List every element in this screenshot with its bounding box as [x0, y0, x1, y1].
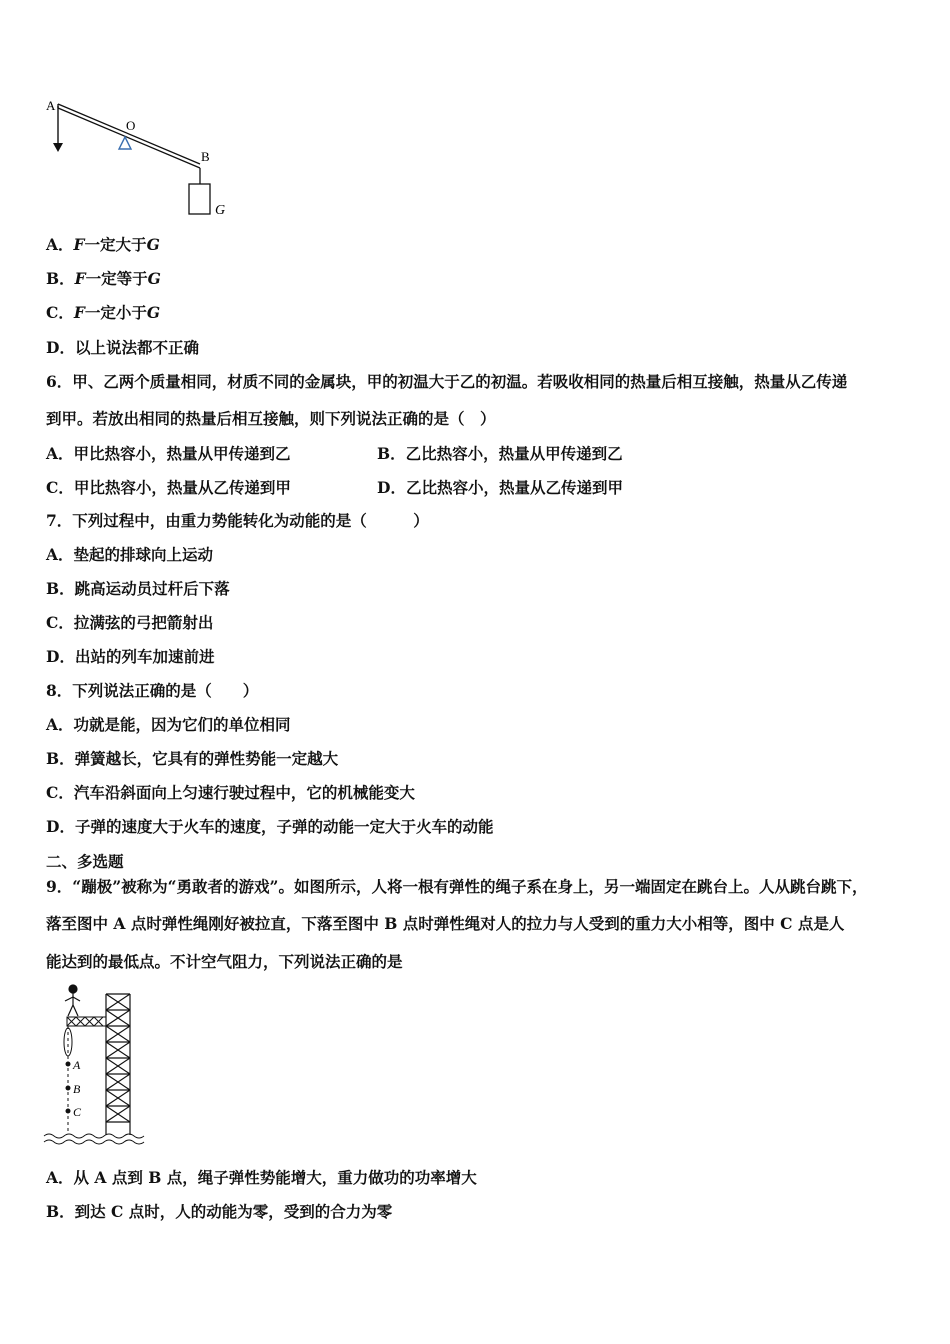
q5-option-c[interactable] — [46, 303, 160, 323]
lever-label-a: A — [46, 98, 56, 113]
q8-option-b[interactable]: B．弹簧越长，它具有的弹性势能一定越大 — [46, 749, 339, 768]
jump-platform — [67, 1017, 106, 1026]
q5-option-letter: A． — [46, 235, 74, 254]
q7-stem: 7．下列过程中，由重力势能转化为动能的是（ ） — [46, 511, 429, 530]
q6-option-d[interactable]: D．乙比热容小，热量从乙传递到甲 — [377, 478, 623, 497]
lever-label-g: G — [215, 203, 226, 218]
q7-option-a[interactable]: A．垫起的排球向上运动 — [46, 545, 214, 564]
q8-option-c[interactable]: C．汽车沿斜面向上匀速行驶过程中，它的机械能变大 — [46, 783, 415, 802]
q9-stem-line3: 能达到的最低点。不计空气阻力，下列说法正确的是 — [46, 952, 403, 971]
q5-var-g: G — [146, 303, 161, 322]
q5-var-f: F — [73, 303, 85, 322]
lever-bar — [58, 104, 200, 168]
q6-option-a[interactable]: A．甲比热容小，热量从甲传递到乙 — [46, 444, 291, 463]
point-c — [66, 1109, 71, 1114]
q8-option-d[interactable]: D．子弹的速度大于火车的速度，子弹的动能一定大于火车的动能 — [46, 817, 494, 836]
q5-var-f: F — [73, 235, 85, 254]
fulcrum-icon — [119, 137, 131, 149]
q5-option-text: 一定大于 — [84, 235, 147, 254]
water-waves — [44, 1134, 144, 1144]
q5-var-f: F — [74, 269, 86, 288]
q9-stem-line1: 9．“蹦极”被称为“勇敢者的游戏”。如图所示，人将一根有弹性的绳子系在身上，另一端固定在跳台上。人从跳台跳下， — [46, 877, 868, 896]
q5-option-d[interactable] — [46, 338, 199, 358]
q9-option-a[interactable]: A．从 A 点到 B 点，绳子弹性势能增大，重力做功的功率增大 — [46, 1168, 477, 1187]
lever-figure — [40, 92, 240, 222]
q5-var-g: G — [146, 235, 160, 254]
section-title: 二、多选题 — [46, 852, 124, 871]
q6-option-c[interactable]: C．甲比热容小，热量从乙传递到甲 — [46, 478, 291, 497]
tower — [106, 994, 130, 1135]
q6-stem-line1: 6．甲、乙两个质量相同，材质不同的金属块，甲的初温大于乙的初温。若吸收相同的热量后相互接触，热量从乙传递 — [46, 372, 848, 391]
q5-option-text: 一定小于 — [84, 303, 147, 322]
q5-option-letter: D． — [46, 338, 75, 357]
q8-option-a[interactable]: A．功就是能，因为它们的单位相同 — [46, 715, 291, 734]
q5-option-text: 以上说法都不正确 — [74, 338, 199, 357]
point-label-b: B — [73, 1082, 81, 1096]
q7-option-d[interactable]: D．出站的列车加速前进 — [46, 647, 215, 666]
jumper-figure — [65, 985, 80, 1016]
q5-option-text: 一定等于 — [85, 269, 148, 288]
q7-option-c[interactable]: C．拉满弦的弓把箭射出 — [46, 613, 214, 632]
bungee-figure — [40, 980, 150, 1152]
weight-block — [189, 184, 210, 214]
q9-option-b[interactable]: B．到达 C 点时，人的动能为零，受到的合力为零 — [46, 1202, 393, 1221]
point-label-c: C — [73, 1105, 82, 1119]
q5-option-letter: C． — [46, 303, 74, 322]
point-b — [66, 1086, 71, 1091]
point-label-a: A — [73, 1058, 81, 1072]
q6-option-b[interactable]: B．乙比热容小，热量从甲传递到乙 — [377, 444, 623, 463]
q9-stem-line2: 落至图中 A 点时弹性绳刚好被拉直，下落至图中 B 点时弹性绳对人的拉力与人受到的重力大小相等，图中 C 点是人 — [46, 914, 845, 933]
lever-label-b: B — [201, 149, 210, 164]
q5-var-g: G — [147, 269, 161, 288]
q8-stem: 8．下列说法正确的是（ ） — [46, 681, 259, 700]
lever-label-o: O — [126, 118, 136, 133]
q5-option-a[interactable] — [46, 235, 160, 255]
q5-option-b[interactable] — [46, 269, 161, 289]
q7-option-b[interactable]: B．跳高运动员过杆后下落 — [46, 579, 230, 598]
point-a — [66, 1062, 71, 1067]
q5-option-letter: B． — [46, 269, 75, 288]
force-arrow-head — [53, 143, 63, 152]
q6-stem-line2: 到甲。若放出相同的热量后相互接触，则下列说法正确的是（ ） — [46, 409, 496, 428]
